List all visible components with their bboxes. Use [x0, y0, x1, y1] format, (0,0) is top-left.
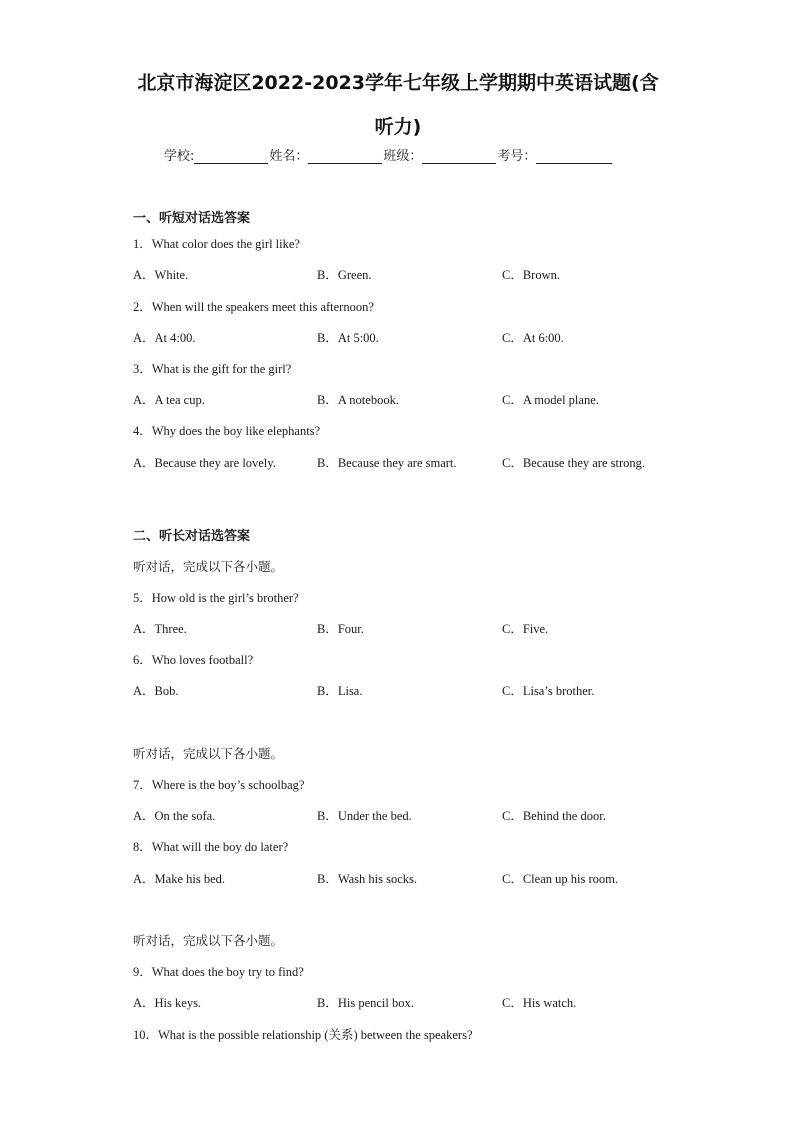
q9-option-a: A．His keys.: [133, 996, 202, 1010]
q4-option-c: C．Because they are strong.: [502, 456, 646, 470]
q5-option-c: C．Five.: [502, 622, 549, 636]
q7-option-c: C．Behind the door.: [502, 809, 606, 823]
q5-option-a: A．Three.: [133, 622, 187, 636]
exam-title-line1: 北京市海淀区2022-2023学年七年级上学期期中英语试题(含: [137, 72, 659, 94]
q1-option-a: A．White.: [133, 268, 189, 282]
q3-option-b: B．A notebook.: [317, 393, 399, 407]
number-label: 考号：: [497, 149, 537, 164]
question-5: 5．How old is the girl’s brother?: [133, 591, 299, 605]
school-label: 学校:: [164, 149, 195, 164]
question-6: 6．Who loves football?: [133, 653, 254, 667]
q7-option-b: B．Under the bed.: [317, 809, 412, 823]
q4-option-b: B．Because they are smart.: [317, 456, 457, 470]
q3-option-c: C．A model plane.: [502, 393, 599, 407]
student-info-row: [164, 145, 613, 164]
dialogue-intro-1: 听对话，完成以下各小题。: [133, 559, 284, 574]
q8-option-b: B．Wash his socks.: [317, 872, 418, 886]
q6-option-b: B．Lisa.: [317, 684, 363, 698]
q6-option-a: A．Bob.: [133, 684, 179, 698]
q8-option-a: A．Make his bed.: [133, 872, 225, 886]
q5-option-b: B．Four.: [317, 622, 364, 636]
school-blank[interactable]: [194, 149, 268, 164]
q8-option-c: C．Clean up his room.: [502, 872, 618, 886]
q4-option-a: A．Because they are lovely.: [133, 456, 276, 470]
section-2-title: 二、听长对话选答案: [133, 529, 251, 544]
name-label: 姓名：: [269, 149, 309, 164]
q1-option-b: B．Green.: [317, 268, 372, 282]
q2-option-a: A．At 4:00.: [133, 331, 196, 345]
dialogue-intro-3: 听对话，完成以下各小题。: [133, 933, 284, 948]
q9-option-b: B．His pencil box.: [317, 996, 414, 1010]
q1-option-c: C．Brown.: [502, 268, 560, 282]
q6-option-c: C．Lisa’s brother.: [502, 684, 595, 698]
q2-option-c: C．At 6:00.: [502, 331, 564, 345]
question-2: 2．When will the speakers meet this afternoon?: [133, 300, 374, 314]
class-blank[interactable]: [422, 149, 496, 164]
question-4: 4．Why does the boy like elephants?: [133, 424, 321, 438]
question-9: 9．What does the boy try to find?: [133, 965, 304, 979]
q7-option-a: A．On the sofa.: [133, 809, 216, 823]
question-8: 8．What will the boy do later?: [133, 840, 289, 854]
exam-title-line2: 听力): [374, 116, 422, 138]
section-1-title: 一、听短对话选答案: [133, 211, 251, 226]
question-7: 7．Where is the boy’s schoolbag?: [133, 778, 305, 792]
q9-option-c: C．His watch.: [502, 996, 577, 1010]
name-blank[interactable]: [308, 149, 382, 164]
question-10: 10．What is the possible relationship (关系) between the speakers?: [133, 1028, 473, 1042]
question-1: 1．What color does the girl like?: [133, 237, 300, 251]
class-label: 班级：: [383, 149, 423, 164]
q3-option-a: A．A tea cup.: [133, 393, 205, 407]
dialogue-intro-2: 听对话，完成以下各小题。: [133, 746, 284, 761]
number-blank[interactable]: [536, 149, 612, 164]
q2-option-b: B．At 5:00.: [317, 331, 379, 345]
question-3: 3．What is the gift for the girl?: [133, 362, 292, 376]
